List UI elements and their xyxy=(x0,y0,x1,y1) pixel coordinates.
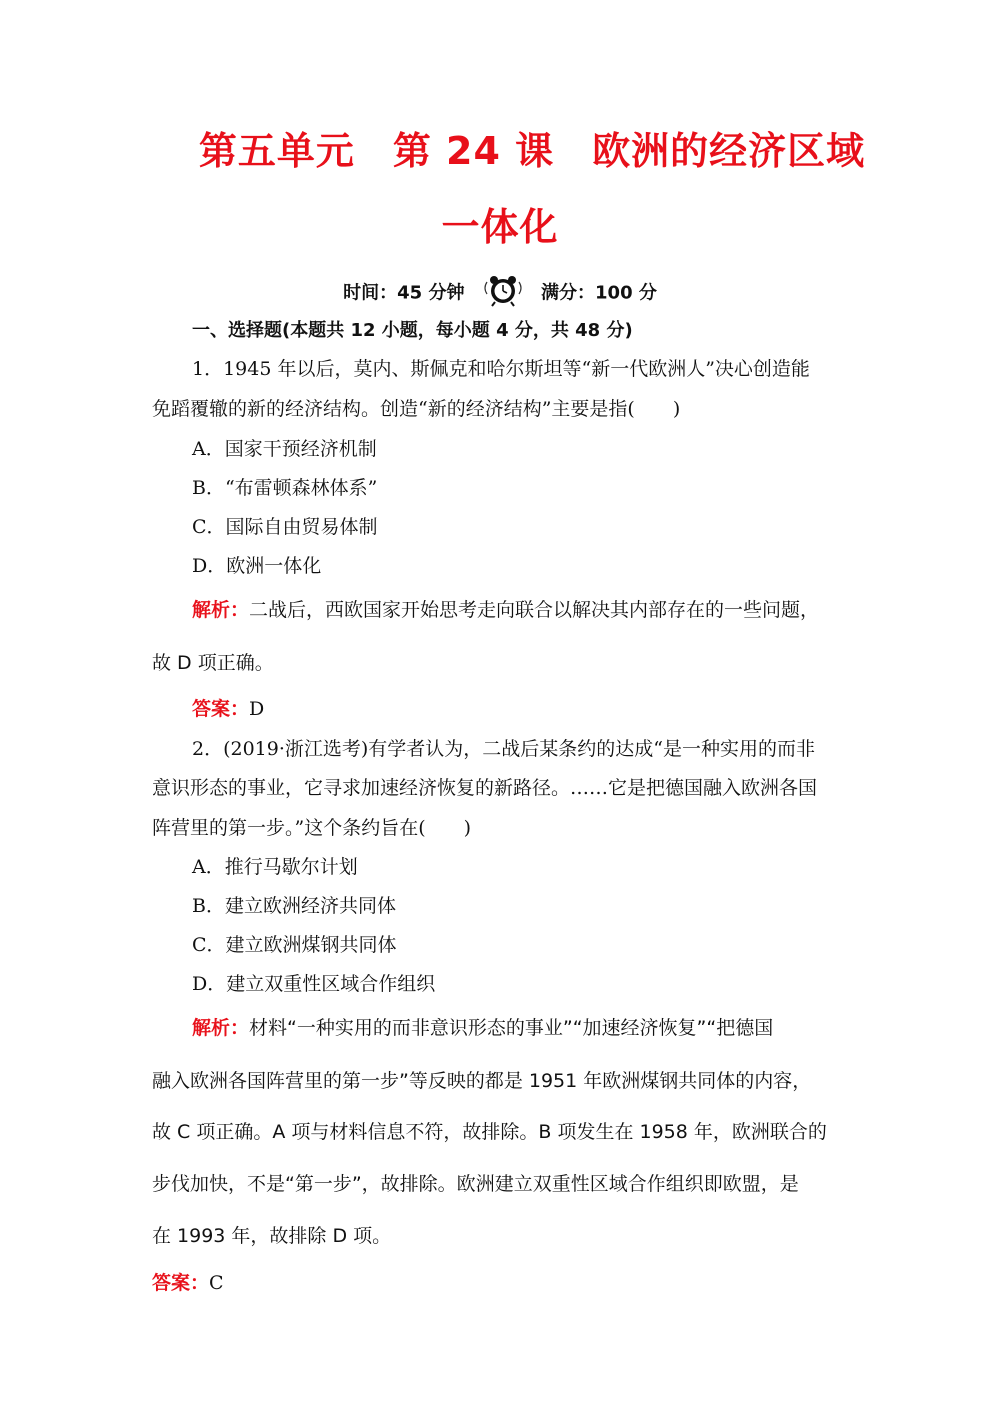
explanation-label: 解析： xyxy=(192,1017,250,1039)
lesson-title-line1 xyxy=(0,120,1000,175)
explanation-text: 二战后，西欧国家开始思考走向联合以解决其内部存在的一些问题， xyxy=(249,599,820,621)
q1-option-a: A．国家干预经济机制 xyxy=(192,438,377,460)
explanation-label: 解析： xyxy=(192,599,250,621)
full-score: 满分：100 分 xyxy=(541,282,657,304)
q1-explanation-line1 xyxy=(192,595,819,622)
q1-option-c: C．国际自由贸易体制 xyxy=(192,516,378,538)
explanation-text: 材料“一种实用的而非意识形态的事业”“加速经济恢复”“把德国 xyxy=(249,1017,774,1039)
q2-stem-line1: 2．(2019·浙江选考)有学者认为，二战后某条约的达成“是一种实用的而非 xyxy=(192,738,816,760)
q1-answer xyxy=(192,694,264,721)
time-limit: 时间：45 分钟 xyxy=(343,282,465,304)
q2-option-a: A．推行马歇尔计划 xyxy=(192,856,358,878)
exam-meta xyxy=(0,274,1000,313)
lesson-topic: 欧洲的经济区域 xyxy=(592,129,866,173)
q2-explanation-line1 xyxy=(192,1013,773,1040)
q2-explanation-line3: 故 C 项正确。A 项与材料信息不符，故排除。B 项发生在 1958 年，欧洲联合的 xyxy=(152,1121,827,1143)
q2-explanation-line5: 在 1993 年，故排除 D 项。 xyxy=(152,1225,392,1247)
unit-label: 第五单元 xyxy=(198,129,355,173)
q2-explanation-line2: 融入欧洲各国阵营里的第一步”等反映的都是 1951 年欧洲煤钢共同体的内容， xyxy=(152,1070,812,1092)
answer-label: 答案： xyxy=(152,1272,210,1294)
q2-stem-line2: 意识形态的事业，它寻求加速经济恢复的新路径。……它是把德国融入欧洲各国 xyxy=(152,777,818,799)
answer-label: 答案： xyxy=(192,698,250,720)
q2-option-c: C．建立欧洲煤钢共同体 xyxy=(192,934,397,956)
answer-value: D xyxy=(249,698,265,720)
q2-answer xyxy=(152,1268,224,1295)
section-heading: 一、选择题(本题共 12 小题，每小题 4 分，共 48 分) xyxy=(192,320,633,341)
q1-stem-line1: 1．1945 年以后，莫内、斯佩克和哈尔斯坦等“新一代欧洲人”决心创造能 xyxy=(192,358,810,380)
lesson-title-line2: 一体化 xyxy=(441,205,559,249)
lesson-number: 第 24 课 xyxy=(392,129,555,173)
q1-option-d: D．欧洲一体化 xyxy=(192,555,322,577)
q2-option-d: D．建立双重性区域合作组织 xyxy=(192,973,436,995)
q2-option-b: B．建立欧洲经济共同体 xyxy=(192,895,396,917)
q1-stem-line2: 免蹈覆辙的新的经济结构。创造“新的经济结构”主要是指( ) xyxy=(152,398,681,420)
alarm-clock-icon xyxy=(481,274,525,313)
q1-explanation-line2: 故 D 项正确。 xyxy=(152,652,274,674)
q1-option-b: B．“布雷顿森林体系” xyxy=(192,477,378,499)
q2-explanation-line4: 步伐加快，不是“第一步”，故排除。欧洲建立双重性区域合作组织即欧盟，是 xyxy=(152,1173,799,1195)
q2-stem-line3: 阵营里的第一步。”这个条约旨在( ) xyxy=(152,817,472,839)
answer-value: C xyxy=(209,1272,224,1294)
